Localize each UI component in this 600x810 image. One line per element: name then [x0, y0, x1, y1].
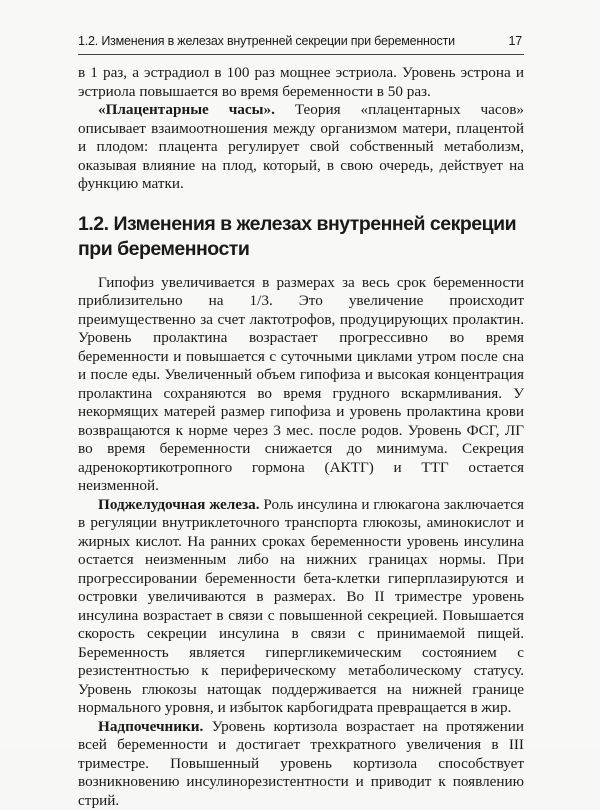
term-adrenal: Надпочечники.: [98, 718, 203, 735]
paragraph-pituitary-text: Гипофиз увеличивается в размерах за весь срок беременности приблизительно на 1/3. Это увеличение происходит преимущественно за счет лактотрофов, продуцирующих пролактин. Уровень пролактина возрастает прогрессивно во время беременности и повышается с суточными циклами утром после сна и после еды. Увеличенный объем гипофиза и высокая концентрация пролактина сохраняются во время грудного вскармливания. У некормящих матерей размер гипофиза и уровень пролактина крови возвращаются к норме через 3 мес. после родов. Уровень ФСГ, ЛГ во время беременности снижается до минимума. Секреция адренокортикотропного гормона (АКТГ) и ТТГ остается неизменной.: [78, 274, 524, 495]
paragraph-adrenal-text: Уровень кортизола возрастает на протяжении всей беременности и достигает трехкратного увеличения в III триместре. Повышенный уровень кортизола способствует возникновению инсулинорезистентности и приводит к появлению стрий.: [78, 718, 524, 809]
section-heading-line-1: 1.2. Изменения в железах внутренней секреции: [78, 213, 516, 235]
paragraph-placental-clock-text: Теория «плацентарных часов» описывает взаимоотношения между организмом матери, плацентой и плодом: плацента регулирует свой собственный метаболизм, оказывая влияние на плод, который, в свою очередь, действует на функцию матки.: [78, 101, 524, 192]
paragraph-pancreas-text: Роль инсулина и глюкагона заключается в регуляции внутриклеточного транспорта глюкозы, аминокислот и жирных кислот. На ранних сроках беременности уровень инсулина остается неизменным либо на нижних границах нормы. При прогрессировании беременности бета-клетки гиперплазируются и островки увеличиваются в размерах. Во II триместре уровень инсулина возрастает в связи с повышенной секрецией. Повышается скорость секреции инсулина в связи с принимаемой пищей. Беременность является гипергликемическим состоянием с резистентностью к периферическому метаболическому статусу. Уровень глюкозы натощак поддерживается на нижней границе нормального уровня, и избыток карбогидрата превращается в жир.: [78, 496, 524, 717]
page-body: [78, 64, 524, 810]
running-header: [78, 34, 524, 55]
term-placental-clock: «Плацентарные часы».: [98, 101, 275, 118]
paragraph-placental-clock: [78, 101, 524, 194]
page-number: 17: [508, 34, 522, 48]
paragraph-intro-text: в 1 раз, а эстрадиол в 100 раз мощнее эстриола. Уровень эстрона и эстриола повышается во время беременности в 50 раз.: [78, 64, 524, 100]
section-heading-line-2: при беременности: [78, 238, 249, 260]
section-heading: [78, 212, 524, 262]
running-title: 1.2. Изменения в железах внутренней секреции при беременности: [78, 34, 455, 48]
paragraph-intro: [78, 64, 524, 101]
paragraph-pituitary: [78, 274, 524, 496]
term-pancreas: Поджелудочная железа.: [98, 496, 260, 513]
paragraph-adrenal: [78, 718, 524, 810]
paragraph-pancreas: [78, 496, 524, 718]
